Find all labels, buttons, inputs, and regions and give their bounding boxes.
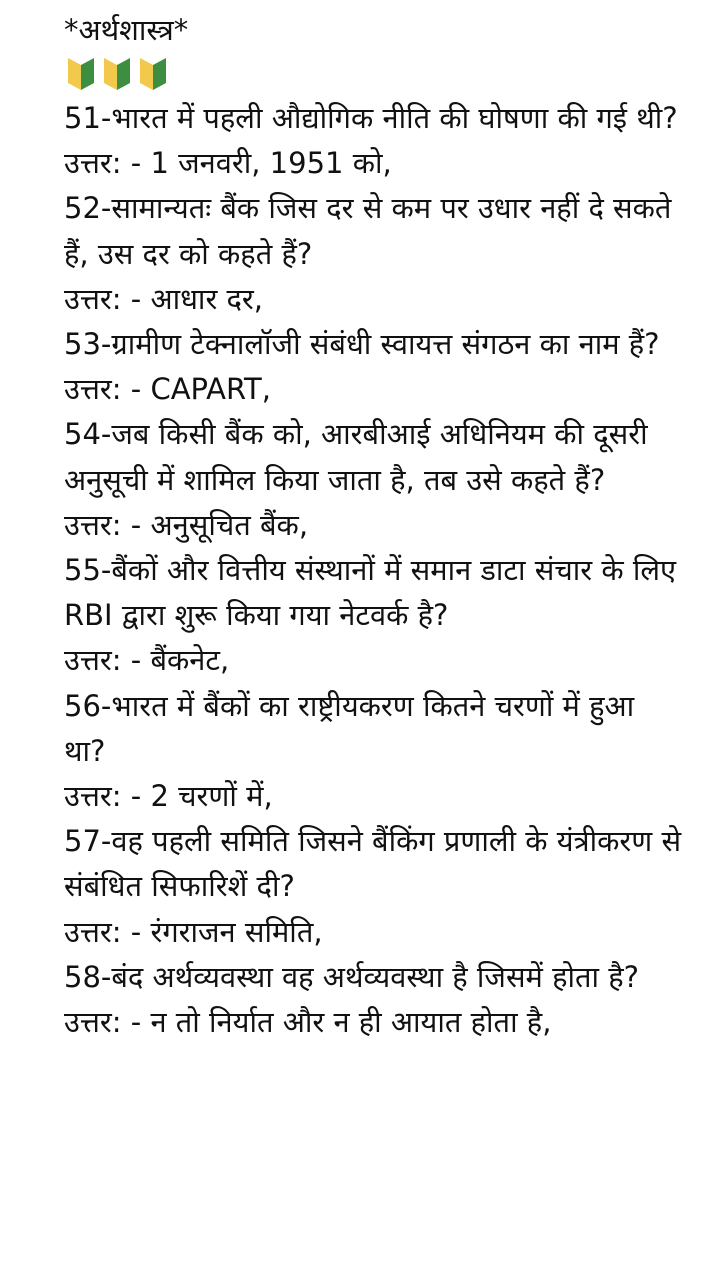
qa-item — [64, 412, 684, 548]
question-text: 54-जब किसी बैंक को, आरबीआई अधिनियम की दूसरी अनुसूची में शामिल किया जाता है, तब उसे कहते हैं? — [64, 417, 648, 497]
qa-item — [64, 684, 684, 820]
badge-row — [66, 52, 684, 96]
answer-text: उत्तर: - 2 चरणों में, — [64, 779, 273, 814]
answer-text: उत्तर: - आधार दर, — [64, 281, 264, 316]
japanese-beginner-symbol-icon — [102, 56, 132, 92]
qa-item — [64, 819, 684, 955]
qa-item — [64, 96, 684, 186]
japanese-beginner-symbol-icon — [66, 56, 96, 92]
message-body — [64, 8, 684, 1045]
question-text: 57-वह पहली समिति जिसने बैंकिंग प्रणाली के यंत्रीकरण से संबंधित सिफारिशें दी? — [64, 824, 682, 904]
qa-item — [64, 955, 684, 1045]
page-title: *अर्थशास्त्र* — [64, 13, 189, 47]
qa-item — [64, 186, 684, 322]
question-text: 53-ग्रामीण टेक्नालॉजी संबंधी स्वायत्त संगठन का नाम हैं? — [64, 327, 660, 362]
answer-text: उत्तर: - अनुसूचित बैंक, — [64, 507, 309, 542]
question-text: 55-बैंकों और वित्तीय संस्थानों में समान डाटा संचार के लिए RBI द्वारा शुरू किया गया नेटवर्क है? — [64, 553, 677, 633]
question-text: 56-भारत में बैंकों का राष्ट्रीयकरण कितने चरणों में हुआ था? — [64, 688, 635, 768]
qa-item — [64, 548, 684, 684]
answer-text: उत्तर: - न तो निर्यात और न ही आयात होता है, — [64, 1005, 552, 1040]
japanese-beginner-symbol-icon — [138, 56, 168, 92]
answer-text: उत्तर: - रंगराजन समिति, — [64, 914, 323, 949]
question-text: 58-बंद अर्थव्यवस्था वह अर्थव्यवस्था है जिसमें होता है? — [64, 959, 640, 994]
answer-text: उत्तर: - 1 जनवरी, 1951 को, — [64, 146, 392, 181]
qa-item — [64, 322, 684, 412]
question-text: 51-भारत में पहली औद्योगिक नीति की घोषणा की गई थी? — [64, 101, 678, 135]
answer-text: उत्तर: - बैंकनेट, — [64, 643, 230, 678]
question-text: 52-सामान्यतः बैंक जिस दर से कम पर उधार नहीं दे सकते हैं, उस दर को कहते हैं? — [64, 191, 672, 271]
answer-text: उत्तर: - CAPART, — [64, 372, 271, 407]
